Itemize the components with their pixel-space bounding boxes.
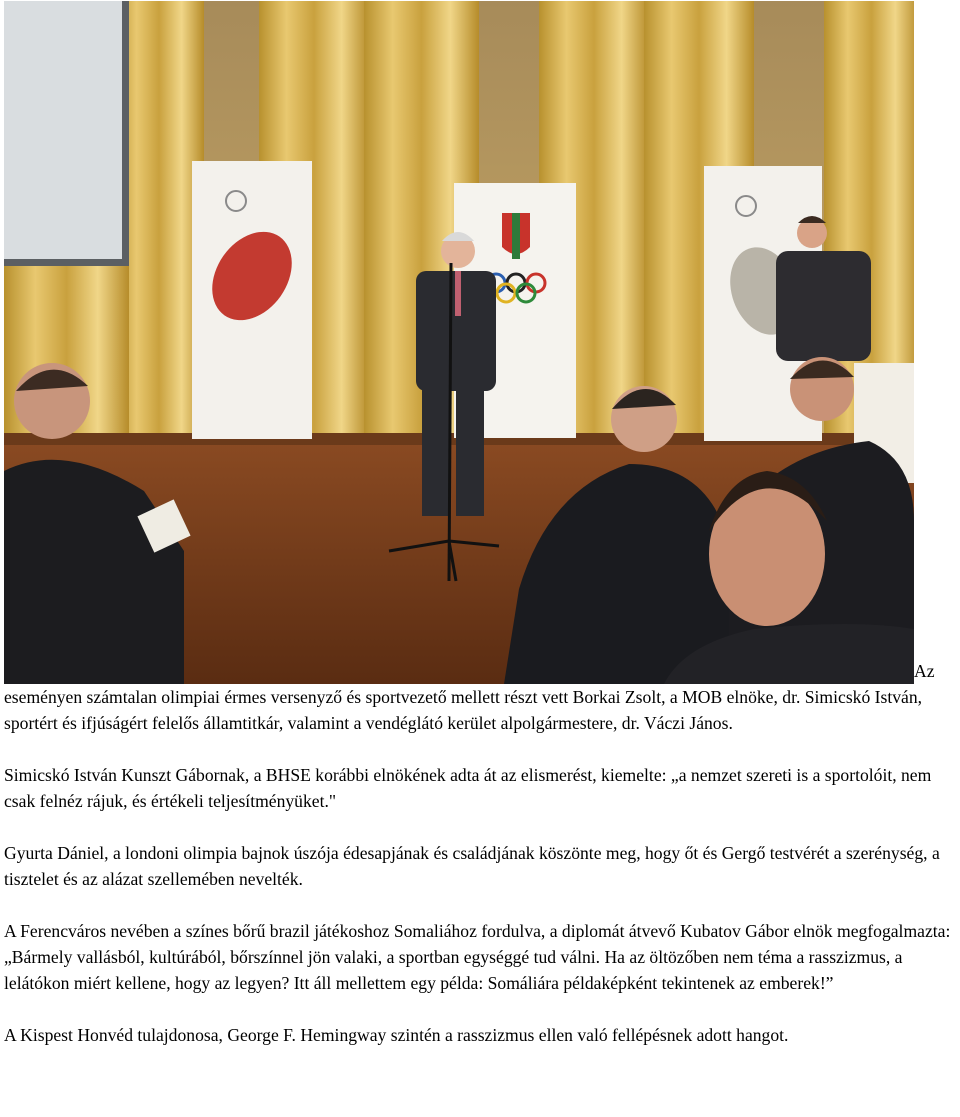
paragraph-1-text: Az eseményen számtalan olimpiai érmes versenyző és sportvezető mellett részt vett Borkai Zsolt, a MOB elnöke, dr. Simicskó István, sportért és ifjúságért felelős államtitkár, valamint a vendéglátó kerület alpolgármestere, dr. Váczi János. (4, 661, 935, 733)
paragraph-2: Simicskó István Kunszt Gábornak, a BHSE korábbi elnökének adta át az elismerést, kiemelte: „a nemzet szereti is a sportolóit, nem csak felnéz rájuk, és értékeli teljesítményüket." (4, 765, 932, 811)
paragraph-3: Gyurta Dániel, a londoni olimpia bajnok úszója édesapjának és családjának köszönte meg, hogy őt és Gergő testvérét a szerénység, a tisztelet és az alázat szellemében nevelték. (4, 843, 940, 889)
speaker (416, 232, 496, 516)
banner-left (192, 161, 312, 439)
paragraph-5: A Kispest Honvéd tulajdonosa, George F. Hemingway szintén a rasszizmus ellen való fellépésnek adott hangot. (4, 1025, 789, 1045)
event-photo (4, 1, 914, 684)
paragraph-1 (4, 0, 956, 736)
paragraph-4: A Ferencváros nevében a színes bőrű brazil játékoshoz Somaliához fordulva, a diplomát átvevő Kubatov Gábor elnök megfogalmazta: „Bármely vallásból, kultúrából, bőrszínnel jön valaki, a sportban egységgé tud válni. Ha az öltözőben nem téma a rasszizmus, a lelátókon miért kellene, hogy az legyen? Itt áll mellettem egy példa: Somáliára példaképként tekintenek az emberek!” (4, 921, 951, 993)
